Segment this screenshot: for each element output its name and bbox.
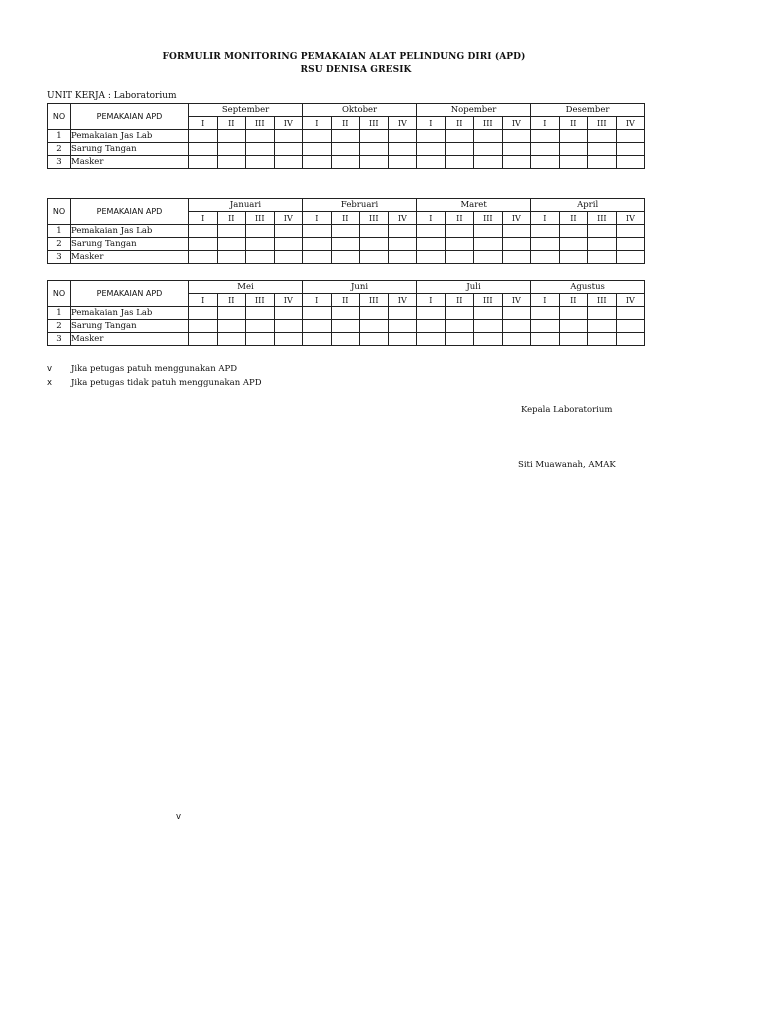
- week-header: III: [246, 117, 275, 130]
- check-cell[interactable]: [274, 225, 303, 238]
- check-cell[interactable]: [274, 143, 303, 156]
- check-cell[interactable]: [616, 143, 645, 156]
- check-cell[interactable]: [189, 238, 218, 251]
- check-cell[interactable]: [445, 307, 474, 320]
- apd-item-name: Pemakaian Jas Lab: [71, 225, 189, 238]
- month-header: Oktober: [303, 104, 417, 117]
- legend-check-text: Jika petugas patuh menggunakan APD: [71, 364, 238, 374]
- check-cell[interactable]: [388, 307, 417, 320]
- check-cell[interactable]: [531, 143, 560, 156]
- week-header: II: [217, 294, 246, 307]
- check-cell[interactable]: [474, 156, 503, 169]
- week-header: IV: [388, 212, 417, 225]
- hospital-name: RSU DENISA GRESIK: [300, 65, 412, 75]
- week-header: I: [531, 117, 560, 130]
- check-cell[interactable]: [360, 307, 389, 320]
- apd-item-name: Masker: [71, 156, 189, 169]
- week-header: IV: [274, 117, 303, 130]
- month-header: April: [531, 199, 645, 212]
- check-cell[interactable]: [531, 225, 560, 238]
- signature-name: Siti Muawanah, AMAK: [518, 460, 616, 470]
- check-cell[interactable]: [445, 333, 474, 346]
- row-number: 3: [48, 333, 71, 346]
- check-cell[interactable]: [417, 333, 446, 346]
- check-cell[interactable]: [502, 238, 531, 251]
- monitoring-table-1: [47, 103, 645, 169]
- column-header-pemakaian-apd: PEMAKAIAN APD: [71, 281, 189, 307]
- check-cell[interactable]: [474, 130, 503, 143]
- check-cell[interactable]: [588, 130, 617, 143]
- monitoring-table-3: [47, 280, 645, 346]
- check-cell[interactable]: [616, 320, 645, 333]
- apd-item-name: Pemakaian Jas Lab: [71, 307, 189, 320]
- table-row: [48, 156, 645, 169]
- week-header: II: [331, 117, 360, 130]
- month-header: Februari: [303, 199, 417, 212]
- check-cell[interactable]: [189, 320, 218, 333]
- week-header: III: [474, 117, 503, 130]
- week-header: III: [246, 212, 275, 225]
- check-cell[interactable]: [274, 238, 303, 251]
- week-header: II: [331, 212, 360, 225]
- week-header: II: [445, 212, 474, 225]
- apd-item-name: Sarung Tangan: [71, 143, 189, 156]
- row-number: 3: [48, 251, 71, 264]
- check-cell[interactable]: [360, 251, 389, 264]
- check-cell[interactable]: [502, 307, 531, 320]
- check-cell[interactable]: [417, 143, 446, 156]
- check-cell[interactable]: [246, 225, 275, 238]
- check-cell[interactable]: [616, 251, 645, 264]
- form-title: FORMULIR MONITORING PEMAKAIAN ALAT PELINDUNG DIRI (APD): [162, 52, 526, 62]
- check-cell[interactable]: [417, 156, 446, 169]
- check-cell[interactable]: [502, 251, 531, 264]
- table-row: [48, 238, 645, 251]
- header-row-months: [48, 281, 645, 294]
- week-header: IV: [274, 212, 303, 225]
- check-cell[interactable]: [274, 333, 303, 346]
- check-cell[interactable]: [588, 238, 617, 251]
- check-cell[interactable]: [417, 307, 446, 320]
- check-cell[interactable]: [616, 333, 645, 346]
- column-header-pemakaian-apd: PEMAKAIAN APD: [71, 104, 189, 130]
- row-number: 1: [48, 130, 71, 143]
- check-cell[interactable]: [588, 143, 617, 156]
- week-header: III: [360, 212, 389, 225]
- check-cell[interactable]: [417, 320, 446, 333]
- check-cell[interactable]: [474, 225, 503, 238]
- check-cell[interactable]: [559, 307, 588, 320]
- row-number: 1: [48, 225, 71, 238]
- check-cell[interactable]: [588, 333, 617, 346]
- legend-check-symbol: v: [47, 364, 53, 374]
- check-cell[interactable]: [445, 251, 474, 264]
- check-cell[interactable]: [303, 307, 332, 320]
- check-cell[interactable]: [303, 333, 332, 346]
- check-cell[interactable]: [388, 156, 417, 169]
- check-cell[interactable]: [388, 320, 417, 333]
- apd-item-name: Pemakaian Jas Lab: [71, 130, 189, 143]
- check-cell[interactable]: [331, 156, 360, 169]
- week-header: I: [303, 117, 332, 130]
- header-row-months: [48, 104, 645, 117]
- table-row: [48, 251, 645, 264]
- check-cell[interactable]: [217, 130, 246, 143]
- month-header: Januari: [189, 199, 303, 212]
- column-header-no: NO: [48, 281, 71, 307]
- check-cell[interactable]: [189, 333, 218, 346]
- check-cell[interactable]: [246, 156, 275, 169]
- week-header: I: [189, 212, 218, 225]
- week-header: II: [331, 294, 360, 307]
- check-cell[interactable]: [616, 225, 645, 238]
- check-cell[interactable]: [331, 320, 360, 333]
- week-header: IV: [502, 294, 531, 307]
- check-cell[interactable]: [559, 320, 588, 333]
- week-header: II: [217, 212, 246, 225]
- week-header: III: [588, 117, 617, 130]
- check-cell[interactable]: [445, 320, 474, 333]
- week-header: I: [417, 212, 446, 225]
- week-header: I: [303, 212, 332, 225]
- row-number: 2: [48, 238, 71, 251]
- check-cell[interactable]: [217, 238, 246, 251]
- check-cell[interactable]: [474, 320, 503, 333]
- check-cell[interactable]: [331, 333, 360, 346]
- check-cell[interactable]: [217, 251, 246, 264]
- check-cell[interactable]: [588, 251, 617, 264]
- week-header: III: [474, 294, 503, 307]
- month-header: Mei: [189, 281, 303, 294]
- check-cell[interactable]: [559, 156, 588, 169]
- check-cell[interactable]: [217, 333, 246, 346]
- week-header: I: [303, 294, 332, 307]
- week-header: III: [360, 117, 389, 130]
- check-cell[interactable]: [360, 143, 389, 156]
- check-cell[interactable]: [388, 130, 417, 143]
- week-header: II: [559, 212, 588, 225]
- check-cell[interactable]: [474, 143, 503, 156]
- table-row: [48, 130, 645, 143]
- check-cell[interactable]: [303, 320, 332, 333]
- check-cell[interactable]: [531, 307, 560, 320]
- check-cell[interactable]: [246, 130, 275, 143]
- week-header: I: [189, 294, 218, 307]
- month-header: Juni: [303, 281, 417, 294]
- table-row: [48, 143, 645, 156]
- week-header: I: [189, 117, 218, 130]
- apd-item-name: Masker: [71, 251, 189, 264]
- table-row: [48, 333, 645, 346]
- row-number: 2: [48, 143, 71, 156]
- column-header-no: NO: [48, 104, 71, 130]
- check-cell[interactable]: [360, 225, 389, 238]
- check-cell[interactable]: [246, 251, 275, 264]
- check-cell[interactable]: [474, 307, 503, 320]
- check-cell[interactable]: [189, 143, 218, 156]
- check-cell[interactable]: [388, 333, 417, 346]
- check-cell[interactable]: [588, 320, 617, 333]
- check-cell[interactable]: [217, 143, 246, 156]
- check-cell[interactable]: [189, 225, 218, 238]
- check-cell[interactable]: [331, 238, 360, 251]
- apd-item-name: Masker: [71, 333, 189, 346]
- column-header-no: NO: [48, 199, 71, 225]
- legend-cross-text: Jika petugas tidak patuh menggunakan APD: [71, 378, 262, 388]
- check-cell[interactable]: [246, 143, 275, 156]
- signature-role: Kepala Laboratorium: [521, 405, 613, 415]
- check-cell[interactable]: [360, 238, 389, 251]
- table-row: [48, 307, 645, 320]
- apd-item-name: Sarung Tangan: [71, 238, 189, 251]
- check-cell[interactable]: [502, 225, 531, 238]
- month-header: Maret: [417, 199, 531, 212]
- check-cell[interactable]: [417, 130, 446, 143]
- check-cell[interactable]: [274, 251, 303, 264]
- week-header: II: [445, 117, 474, 130]
- check-cell[interactable]: [445, 225, 474, 238]
- check-cell[interactable]: [246, 320, 275, 333]
- week-header: IV: [388, 294, 417, 307]
- week-header: IV: [616, 294, 645, 307]
- week-header: IV: [388, 117, 417, 130]
- check-cell[interactable]: [388, 143, 417, 156]
- month-header: Desember: [531, 104, 645, 117]
- check-cell[interactable]: [189, 307, 218, 320]
- check-cell[interactable]: [502, 333, 531, 346]
- check-cell[interactable]: [303, 251, 332, 264]
- check-cell[interactable]: [559, 143, 588, 156]
- check-cell[interactable]: [559, 333, 588, 346]
- check-cell[interactable]: [417, 238, 446, 251]
- check-cell[interactable]: [502, 320, 531, 333]
- check-cell[interactable]: [588, 307, 617, 320]
- week-header: III: [360, 294, 389, 307]
- check-cell[interactable]: [388, 225, 417, 238]
- row-number: 3: [48, 156, 71, 169]
- row-number: 1: [48, 307, 71, 320]
- stray-check-mark: v: [176, 812, 182, 822]
- check-cell[interactable]: [331, 130, 360, 143]
- header-row-months: [48, 199, 645, 212]
- check-cell[interactable]: [388, 251, 417, 264]
- check-cell[interactable]: [303, 130, 332, 143]
- check-cell[interactable]: [303, 156, 332, 169]
- month-header: Juli: [417, 281, 531, 294]
- month-header: Agustus: [531, 281, 645, 294]
- unit-kerja-label: UNIT KERJA : Laboratorium: [47, 91, 177, 101]
- check-cell[interactable]: [360, 156, 389, 169]
- check-cell[interactable]: [274, 307, 303, 320]
- check-cell[interactable]: [360, 333, 389, 346]
- row-number: 2: [48, 320, 71, 333]
- check-cell[interactable]: [531, 320, 560, 333]
- week-header: III: [246, 294, 275, 307]
- check-cell[interactable]: [531, 251, 560, 264]
- week-header: I: [531, 294, 560, 307]
- check-cell[interactable]: [559, 251, 588, 264]
- check-cell[interactable]: [303, 225, 332, 238]
- table-row: [48, 225, 645, 238]
- column-header-pemakaian-apd: PEMAKAIAN APD: [71, 199, 189, 225]
- check-cell[interactable]: [388, 238, 417, 251]
- check-cell[interactable]: [474, 238, 503, 251]
- week-header: IV: [502, 212, 531, 225]
- week-header: III: [588, 212, 617, 225]
- check-cell[interactable]: [246, 238, 275, 251]
- check-cell[interactable]: [502, 156, 531, 169]
- week-header: II: [445, 294, 474, 307]
- check-cell[interactable]: [616, 130, 645, 143]
- check-cell[interactable]: [189, 251, 218, 264]
- check-cell[interactable]: [531, 156, 560, 169]
- check-cell[interactable]: [274, 320, 303, 333]
- week-header: IV: [616, 212, 645, 225]
- check-cell[interactable]: [331, 251, 360, 264]
- check-cell[interactable]: [502, 130, 531, 143]
- week-header: III: [588, 294, 617, 307]
- check-cell[interactable]: [559, 130, 588, 143]
- check-cell[interactable]: [331, 225, 360, 238]
- week-header: I: [417, 117, 446, 130]
- week-header: I: [531, 212, 560, 225]
- week-header: IV: [502, 117, 531, 130]
- week-header: III: [474, 212, 503, 225]
- week-header: II: [559, 294, 588, 307]
- week-header: IV: [616, 117, 645, 130]
- check-cell[interactable]: [502, 143, 531, 156]
- check-cell[interactable]: [303, 143, 332, 156]
- check-cell[interactable]: [217, 225, 246, 238]
- legend-cross-symbol: x: [47, 378, 53, 388]
- month-header: September: [189, 104, 303, 117]
- monitoring-table-2: [47, 198, 645, 264]
- check-cell[interactable]: [274, 130, 303, 143]
- week-header: IV: [274, 294, 303, 307]
- check-cell[interactable]: [445, 143, 474, 156]
- check-cell[interactable]: [331, 307, 360, 320]
- check-cell[interactable]: [274, 156, 303, 169]
- check-cell[interactable]: [189, 156, 218, 169]
- check-cell[interactable]: [303, 238, 332, 251]
- check-cell[interactable]: [360, 130, 389, 143]
- check-cell[interactable]: [616, 156, 645, 169]
- check-cell[interactable]: [360, 320, 389, 333]
- check-cell[interactable]: [417, 225, 446, 238]
- check-cell[interactable]: [189, 130, 218, 143]
- check-cell[interactable]: [531, 333, 560, 346]
- table-row: [48, 320, 645, 333]
- check-cell[interactable]: [474, 333, 503, 346]
- check-cell[interactable]: [588, 156, 617, 169]
- check-cell[interactable]: [217, 307, 246, 320]
- check-cell[interactable]: [474, 251, 503, 264]
- check-cell[interactable]: [445, 130, 474, 143]
- month-header: Nopember: [417, 104, 531, 117]
- check-cell[interactable]: [588, 225, 617, 238]
- apd-item-name: Sarung Tangan: [71, 320, 189, 333]
- check-cell[interactable]: [217, 156, 246, 169]
- week-header: II: [559, 117, 588, 130]
- check-cell[interactable]: [331, 143, 360, 156]
- week-header: I: [417, 294, 446, 307]
- check-cell[interactable]: [559, 238, 588, 251]
- check-cell[interactable]: [217, 320, 246, 333]
- check-cell[interactable]: [246, 333, 275, 346]
- check-cell[interactable]: [616, 238, 645, 251]
- check-cell[interactable]: [531, 238, 560, 251]
- check-cell[interactable]: [616, 307, 645, 320]
- week-header: II: [217, 117, 246, 130]
- check-cell[interactable]: [246, 307, 275, 320]
- check-cell[interactable]: [559, 225, 588, 238]
- check-cell[interactable]: [445, 238, 474, 251]
- check-cell[interactable]: [417, 251, 446, 264]
- check-cell[interactable]: [531, 130, 560, 143]
- check-cell[interactable]: [445, 156, 474, 169]
